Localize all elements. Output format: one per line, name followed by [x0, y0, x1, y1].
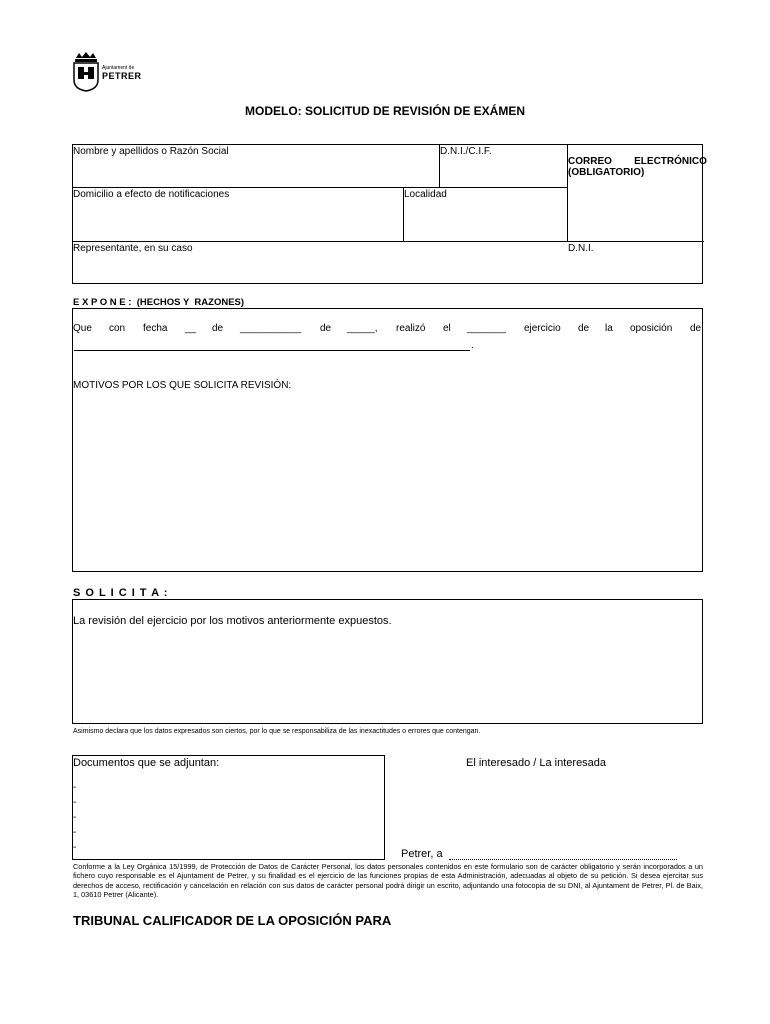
representative-field-label: Representante, en su caso — [73, 243, 193, 254]
expone-word: oposición — [630, 323, 673, 334]
address-field-label: Domicilio a efecto de notificaciones — [73, 189, 230, 200]
expone-word: realizó — [396, 323, 426, 334]
expone-word: de — [320, 323, 332, 334]
expone-word: _______ — [467, 323, 506, 334]
expone-word: _____, — [347, 323, 378, 334]
expone-word: de — [578, 323, 590, 334]
expone-word: de — [690, 323, 702, 334]
logo-subtitle: Ajuntament de — [102, 65, 135, 71]
email-required-label: (OBLIGATORIO) — [568, 167, 645, 178]
motivos-label: MOTIVOS POR LOS QUE SOLICITA REVISIÓN: — [73, 380, 292, 391]
email-field-label: CORREO ELECTRÓNICO — [568, 156, 707, 167]
logo-title: PETRER — [102, 71, 142, 81]
page-title: MODELO: SOLICITUD DE REVISIÓN DE EXÁMEN — [244, 104, 526, 118]
interested-label: El interesado / La interesada — [466, 757, 607, 769]
expone-word: con — [109, 323, 126, 334]
rep-dni-field-label: D.N.I. — [568, 243, 594, 254]
expone-word: ejercicio — [524, 323, 561, 334]
coat-of-arms-icon — [72, 52, 100, 92]
expone-word: fecha — [143, 323, 168, 334]
expone-blank-line[interactable] — [74, 350, 470, 351]
document-item: - — [73, 812, 77, 823]
expone-box — [72, 308, 703, 572]
declaration-note: Asimismo declara que los datos expresados son ciertos, por lo que se responsabiliza de las inexactitudes o errores que contengan. — [73, 728, 481, 735]
document-item: - — [73, 842, 77, 853]
expone-word: ___________ — [240, 323, 302, 334]
solicita-text: La revisión del ejercicio por los motivos anteriormente expuestos. — [73, 615, 392, 627]
documents-box — [72, 755, 385, 860]
name-field-label: Nombre y apellidos o Razón Social — [73, 146, 229, 157]
expone-word: de — [212, 323, 224, 334]
municipal-logo — [72, 52, 144, 94]
date-blank-line[interactable] — [449, 859, 677, 860]
expone-word: el — [443, 323, 451, 334]
tribunal-heading: TRIBUNAL CALIFICADOR DE LA OPOSICIÓN PARA — [73, 913, 392, 928]
expone-word: la — [605, 323, 613, 334]
dni-cif-field-label: D.N.I./C.I.F. — [440, 146, 492, 157]
document-item: - — [73, 797, 77, 808]
data-protection-notice: Conforme a la Ley Orgánica 15/1999, de Protección de Datos de Carácter Personal, los datos personales contenidos en este formulario son de carácter obligatorio y serán incorporados a un fichero cuyo responsable es el Ajuntament de Petrer, y su finalidad es el ejercicio de las funciones propias de esta Administración, adecuadas al objeto de su petición. Si desea ejercitar sus derechos de acceso, rectificación y cancelación en relación con sus datos de carácter personal podrá dirigir un escrito, adjuntando una fotocopia de su DNI, al Ajuntament de Petrer, Pl. de Baix, 1, 03610 Petrer (Alicante). — [73, 862, 703, 900]
expone-word: __ — [185, 323, 197, 334]
document-item: - — [73, 782, 77, 793]
document-item: - — [73, 827, 77, 838]
expone-word: Que — [73, 323, 92, 334]
locality-field-label: Localidad — [404, 189, 447, 200]
expone-heading: E X P O N E : (HECHOS Y RAZONES) — [73, 297, 245, 308]
documents-label: Documentos que se adjuntan: — [73, 757, 220, 769]
expone-line-end: . — [471, 340, 474, 351]
solicita-heading: S O L I C I T A : — [73, 587, 169, 599]
place-date-label: Petrer, a — [401, 848, 443, 860]
